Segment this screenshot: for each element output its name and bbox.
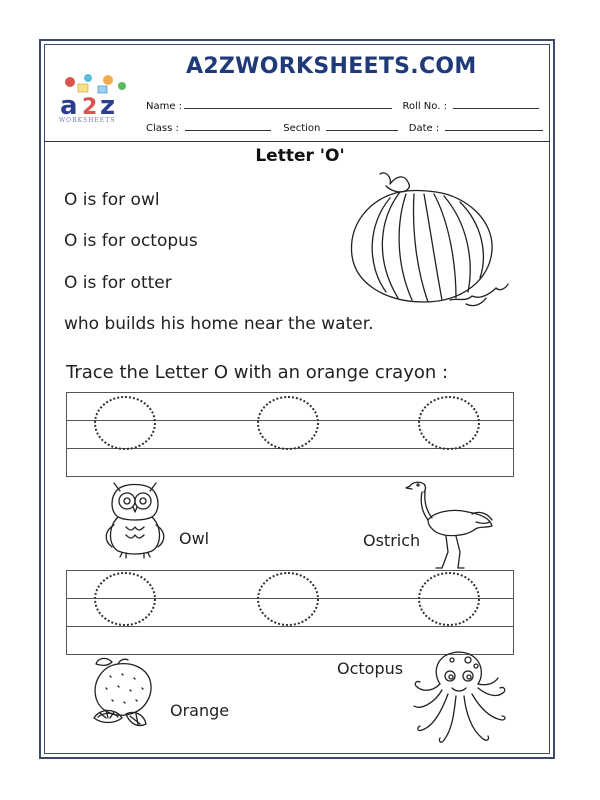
name-field[interactable] xyxy=(184,99,392,109)
trace-lines-2 xyxy=(66,570,514,655)
trace-letter-o[interactable] xyxy=(257,572,319,626)
rhyme-line-4: who builds his home near the water. xyxy=(64,314,374,334)
trace-letter-o[interactable] xyxy=(94,396,156,450)
trace-letter-o[interactable] xyxy=(418,572,480,626)
name-label: Name : xyxy=(146,101,183,112)
onion-icon xyxy=(340,168,510,313)
rhyme-line-1: O is for owl xyxy=(64,190,160,210)
trace-instruction: Trace the Letter O with an orange crayon : xyxy=(66,362,449,383)
octopus-label: Octopus xyxy=(337,659,404,678)
worksheet-title: Letter 'O' xyxy=(255,146,345,166)
header-row-1 xyxy=(146,99,539,112)
date-field[interactable] xyxy=(445,121,543,131)
roll-field[interactable] xyxy=(453,99,539,109)
orange-label: Orange xyxy=(170,701,230,720)
class-field[interactable] xyxy=(185,121,271,131)
owl-label: Owl xyxy=(179,529,210,548)
ostrich-label: Ostrich xyxy=(363,531,421,550)
svg-text:a: a xyxy=(60,91,78,121)
trace-letter-o[interactable] xyxy=(418,396,480,450)
class-label: Class : xyxy=(146,123,179,134)
trace-line xyxy=(67,392,513,393)
trace-letter-o[interactable] xyxy=(94,572,156,626)
owl-icon xyxy=(100,477,170,559)
rhyme-line-3: O is for otter xyxy=(64,273,172,293)
header-row-2 xyxy=(146,121,543,134)
orange-icon xyxy=(88,652,168,732)
section-field[interactable] xyxy=(326,121,398,131)
ostrich-icon xyxy=(406,478,496,570)
trace-lines-1 xyxy=(66,392,514,477)
octopus-icon xyxy=(412,648,508,746)
date-label: Date : xyxy=(408,123,440,134)
rhyme-line-2: O is for octopus xyxy=(64,231,198,251)
trace-letter-o[interactable] xyxy=(257,396,319,450)
roll-label: Roll No. : xyxy=(402,101,447,112)
site-title[interactable]: A2ZWORKSHEETS.COM xyxy=(186,54,477,79)
trace-line xyxy=(67,626,513,627)
svg-text:2: 2 xyxy=(82,95,98,120)
section-label: Section xyxy=(283,123,321,134)
header-divider xyxy=(44,141,550,142)
svg-text:z: z xyxy=(100,91,116,121)
logo-caption: WORKSHEETS xyxy=(59,117,116,124)
trace-line xyxy=(67,570,513,571)
